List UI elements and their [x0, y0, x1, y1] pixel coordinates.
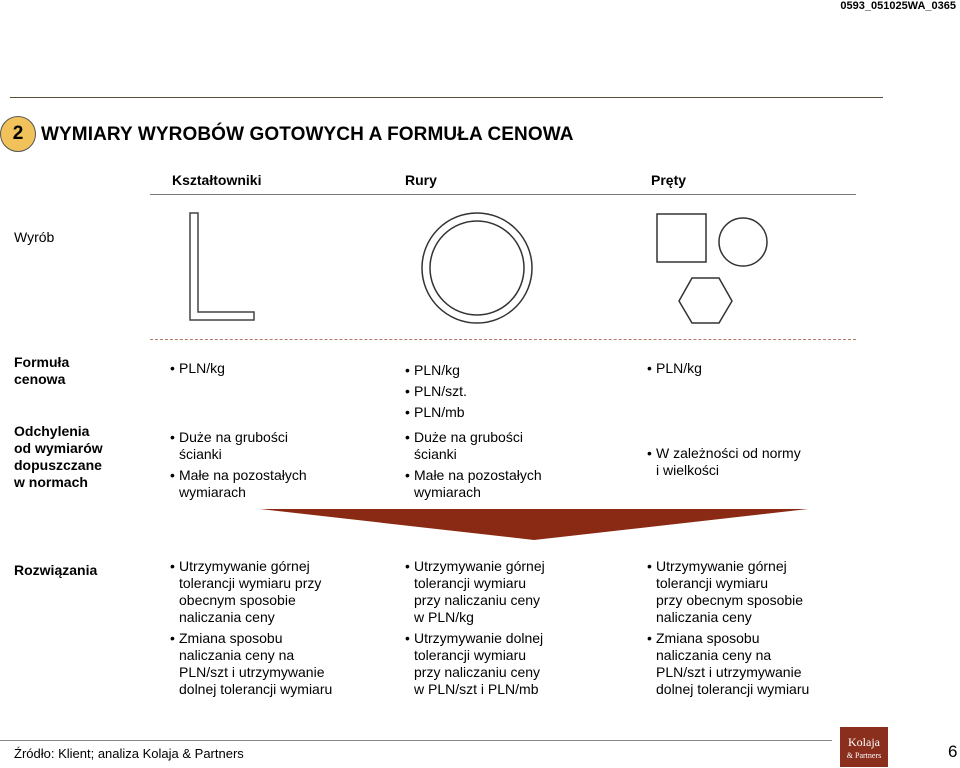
bullet-item: • PLN/kg	[170, 360, 370, 377]
deviation-cell-prety	[647, 445, 857, 479]
formula-cell-prety	[647, 360, 847, 377]
bullet-item: • Duże na grubości ścianki	[405, 429, 615, 463]
top-divider	[10, 97, 883, 98]
column-header-ksztaltowniki: Kształtowniki	[172, 172, 262, 188]
bullet-item: • W zależności od normy i wielkości	[647, 445, 857, 479]
footer-divider	[0, 740, 832, 741]
deviation-cell-ksztaltowniki	[170, 429, 380, 501]
document-id: 0593_051025WA_0365	[840, 0, 956, 12]
solution-cell-prety	[647, 558, 867, 698]
deviation-cell-rury	[405, 429, 615, 501]
slide-title: WYMIARY WYROBÓW GOTOWYCH A FORMUŁA CENOWA	[41, 124, 574, 145]
bullet-item: • Małe na pozostałych wymiarach	[405, 467, 615, 501]
column-header-prety: Pręty	[651, 172, 687, 188]
bullet-item: • Duże na grubości ścianki	[170, 429, 380, 463]
bar-profiles-shape	[655, 212, 775, 327]
bullet-item: • Utrzymywanie górnej tolerancji wymiaru przy obecnym sposobie naliczania ceny	[647, 558, 867, 626]
bullet-item: • PLN/mb	[405, 402, 605, 423]
bullet-item: • PLN/szt.	[405, 381, 605, 402]
row-label-deviations: Odchylenia od wymiarów dopuszczane w normach	[14, 423, 103, 490]
row-label-formula: Formuła cenowa	[14, 354, 70, 387]
column-header-rury: Rury	[405, 172, 437, 188]
solution-cell-ksztaltowniki	[170, 558, 390, 698]
row-label-product: Wyrób	[14, 229, 55, 245]
bullet-item: • Utrzymywanie górnej tolerancji wymiaru przy obecnym sposobie naliczania ceny	[170, 558, 390, 626]
dashed-divider	[150, 339, 856, 340]
hexagon-bar-shape	[679, 278, 732, 323]
company-logo: Kolaja & Partners	[840, 727, 888, 767]
round-bar-shape	[719, 218, 767, 266]
bullet-item: • Zmiana sposobu naliczania ceny na PLN/szt i utrzymywanie dolnej tolerancji wymiaru	[647, 630, 867, 698]
bullet-item: • Zmiana sposobu naliczania ceny na PLN/szt i utrzymywanie dolnej tolerancji wymiaru	[170, 630, 390, 698]
funnel-arrow-shape	[260, 509, 810, 541]
section-number-badge: 2	[0, 116, 36, 152]
bullet-item: • PLN/kg	[405, 360, 605, 381]
bullet-item: • Utrzymywanie górnej tolerancji wymiaru przy naliczaniu ceny w PLN/kg	[405, 558, 625, 626]
angle-profile-shape	[185, 210, 260, 325]
formula-cell-ksztaltowniki	[170, 360, 370, 377]
pipe-shape	[419, 211, 535, 325]
bullet-item: • PLN/kg	[647, 360, 847, 377]
header-divider	[150, 194, 856, 195]
source-note: Źródło: Klient; analiza Kolaja & Partners	[14, 746, 244, 761]
page-number: 6	[948, 742, 958, 761]
square-bar-shape	[657, 214, 706, 262]
formula-cell-rury	[405, 360, 605, 423]
row-label-solutions: Rozwiązania	[14, 562, 98, 578]
bullet-item: • Utrzymywanie dolnej tolerancji wymiaru przy naliczaniu ceny w PLN/szt i PLN/mb	[405, 630, 625, 698]
bullet-item: • Małe na pozostałych wymiarach	[170, 467, 380, 501]
solution-cell-rury	[405, 558, 625, 698]
